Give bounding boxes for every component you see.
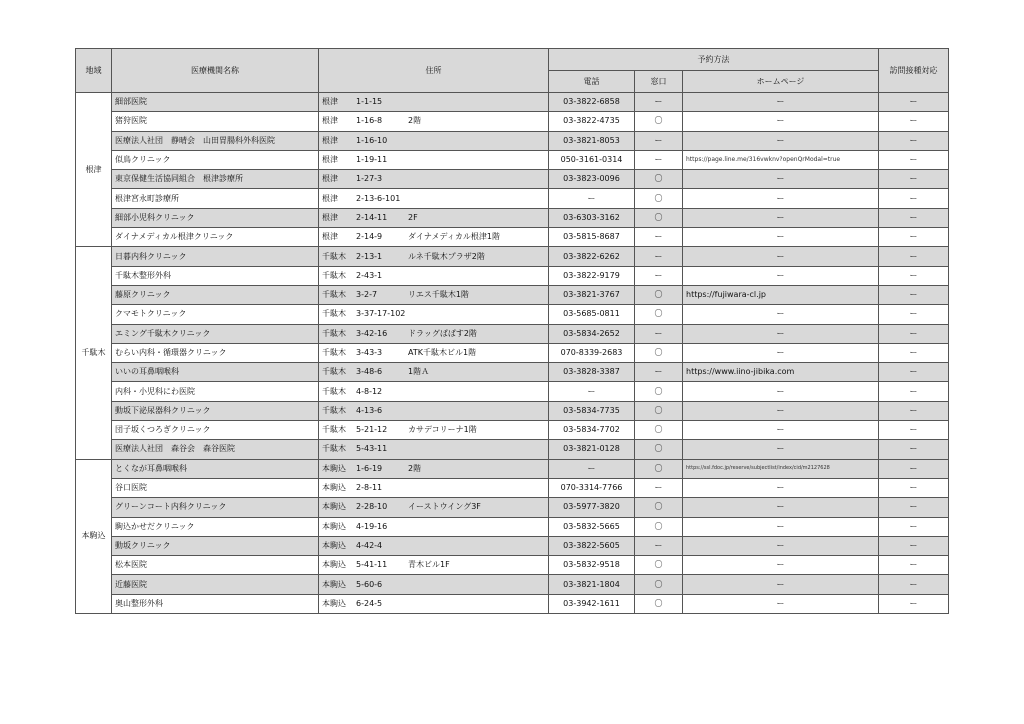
table-row [76,556,949,575]
address-block: 4-13-6 [356,405,383,415]
address-area: 根津 [322,174,338,184]
window-cell: 〇 [635,440,683,459]
address-block: 2-14-9 [356,232,383,242]
address-block: 1-16-10 [356,135,388,145]
address-cell [319,112,549,131]
address-cell [319,150,549,169]
window-cell: 〇 [635,517,683,536]
table-row [76,498,949,517]
header-home-visit: 訪問接種対応 [879,49,949,93]
window-cell: 〇 [635,421,683,440]
homepage-cell: ー [683,382,879,401]
header-phone: 電話 [549,71,635,93]
window-cell: 〇 [635,305,683,324]
table-row [76,208,949,227]
table-row [76,517,949,536]
header-address: 住所 [319,49,549,93]
home-visit-cell: ー [879,112,949,131]
phone-cell: 03-3822-6858 [549,93,635,112]
address-block: 3-48-6 [356,367,383,377]
address-area: 千駄木 [322,405,346,415]
homepage-cell: ー [683,305,879,324]
clinic-name-cell: 似鳥クリニック [112,150,319,169]
table-row [76,575,949,594]
address-area: 本駒込 [322,521,346,531]
address-bldg: 2F [408,212,418,222]
homepage-cell: ー [683,536,879,555]
address-cell [319,93,549,112]
address-area: 千駄木 [322,348,346,357]
address-bldg: 青木ビル1F [408,560,450,570]
window-cell: ー [635,324,683,343]
home-visit-cell: ー [879,285,949,304]
homepage-cell: ー [683,440,879,459]
address-block: 6-24-5 [356,598,383,608]
address-cell [319,228,549,247]
home-visit-cell: ー [879,594,949,613]
phone-cell: 03-3942-1611 [549,594,635,613]
phone-cell: ー [549,459,635,478]
homepage-cell: ー [683,517,879,536]
homepage-cell: ー [683,575,879,594]
phone-cell: 03-5685-0811 [549,305,635,324]
address-cell [319,343,549,362]
clinic-name-cell: 東京保健生活協同組合 根津診療所 [112,170,319,189]
address-area: 千駄木 [322,444,346,454]
phone-cell: 03-5977-3820 [549,498,635,517]
header-homepage: ホームページ [683,71,879,93]
address-block: 5-21-12 [356,425,388,435]
home-visit-cell: ー [879,189,949,208]
window-cell: 〇 [635,575,683,594]
address-block: 1-6-19 [356,463,383,473]
address-bldg: 1階Ａ [408,367,430,377]
clinic-name-cell: エミング千駄木クリニック [112,324,319,343]
clinic-name-cell: グリーンコート内科クリニック [112,498,319,517]
table-row [76,112,949,131]
homepage-cell: ー [683,228,879,247]
home-visit-cell: ー [879,401,949,420]
homepage-link[interactable]: https://page.line.me/316vwknv?openQrModal=true [683,150,879,169]
window-cell: 〇 [635,594,683,613]
address-block: 5-60-6 [356,579,383,589]
window-cell: ー [635,266,683,285]
homepage-link[interactable]: https://www.iino-jibika.com [683,363,879,382]
phone-cell: 050-3161-0314 [549,150,635,169]
address-area: 本駒込 [322,560,346,570]
table-row [76,189,949,208]
address-cell [319,575,549,594]
address-bldg: リエス千駄木1階 [408,290,469,300]
phone-cell: 03-5834-7735 [549,401,635,420]
address-cell [319,421,549,440]
phone-cell: 03-5832-5665 [549,517,635,536]
address-cell [319,478,549,497]
address-area: 千駄木 [322,328,346,338]
home-visit-cell: ー [879,247,949,266]
clinic-name-cell: 日暮内科クリニック [112,247,319,266]
table-row [76,594,949,613]
address-block: 2-13-6-101 [356,193,401,203]
address-area: 本駒込 [322,483,346,493]
window-cell: 〇 [635,170,683,189]
clinic-name-cell: 内科・小児科にわ医院 [112,382,319,401]
address-cell [319,401,549,420]
table-row [76,150,949,169]
homepage-link[interactable]: https://fujiwara-cl.jp [683,285,879,304]
address-area: 根津 [322,155,338,165]
address-cell [319,556,549,575]
clinic-table-body [76,93,949,614]
address-block: 3-2-7 [356,290,378,300]
homepage-cell: ー [683,170,879,189]
address-area: 本駒込 [322,463,346,473]
phone-cell: 03-3822-9179 [549,266,635,285]
address-area: 千駄木 [322,251,346,261]
header-region: 地域 [76,49,112,93]
address-block: 4-8-12 [356,386,383,396]
phone-cell: 03-6303-3162 [549,208,635,227]
window-cell: ー [635,363,683,382]
home-visit-cell: ー [879,150,949,169]
phone-cell: 03-5815-8687 [549,228,635,247]
address-bldg: ATK千駄木ビル1階 [408,348,477,357]
table-row [76,93,949,112]
address-area: 根津 [322,212,338,222]
address-block: 3-43-3 [356,348,383,357]
address-cell [319,170,549,189]
address-block: 3-37-17-102 [356,309,406,319]
window-cell: 〇 [635,498,683,517]
address-cell [319,536,549,555]
table-row [76,170,949,189]
address-cell [319,208,549,227]
home-visit-cell: ー [879,498,949,517]
home-visit-cell: ー [879,382,949,401]
home-visit-cell: ー [879,421,949,440]
address-block: 4-42-4 [356,540,383,550]
address-area: 千駄木 [322,386,346,396]
window-cell: 〇 [635,401,683,420]
address-area: 千駄木 [322,367,346,377]
clinic-name-cell: 猪狩医院 [112,112,319,131]
window-cell: 〇 [635,112,683,131]
clinic-name-cell: 駒込かせだクリニック [112,517,319,536]
table-row [76,285,949,304]
window-cell: ー [635,536,683,555]
table-row [76,401,949,420]
address-cell [319,131,549,150]
address-block: 2-28-10 [356,502,388,512]
home-visit-cell: ー [879,228,949,247]
table-row [76,343,949,362]
phone-cell: 03-3822-4735 [549,112,635,131]
address-area: 根津 [322,97,338,107]
table-row [76,421,949,440]
homepage-cell: ー [683,421,879,440]
home-visit-cell: ー [879,324,949,343]
table-row [76,305,949,324]
homepage-cell: ー [683,131,879,150]
window-cell: ー [635,93,683,112]
phone-cell: 03-3821-1804 [549,575,635,594]
address-block: 1-19-11 [356,155,388,165]
address-block: 5-41-11 [356,560,388,570]
address-cell [319,363,549,382]
table-row [76,459,949,478]
address-bldg: ドラッグぱぱす2階 [408,328,477,338]
address-bldg: 2階 [408,463,422,473]
phone-cell: ー [549,189,635,208]
home-visit-cell: ー [879,536,949,555]
home-visit-cell: ー [879,556,949,575]
header-name: 医療機関名称 [112,49,319,93]
address-area: 根津 [322,135,338,145]
home-visit-cell: ー [879,170,949,189]
clinic-name-cell: 団子坂くつろぎクリニック [112,421,319,440]
homepage-link[interactable]: https://ssl.fdoc.jp/reserve/subjectlist/index/cid/m2127628 [683,459,879,478]
clinic-name-cell: 近藤医院 [112,575,319,594]
phone-cell: 03-5834-7702 [549,421,635,440]
address-area: 本駒込 [322,502,346,512]
region-cell: 千駄木 [76,247,112,459]
address-block: 2-13-1 [356,251,383,261]
window-cell: 〇 [635,556,683,575]
address-cell [319,594,549,613]
address-bldg: 2階 [408,116,422,126]
address-area: 根津 [322,193,338,203]
address-block: 5-43-11 [356,444,388,454]
address-bldg: ルネ千駄木プラザ2階 [408,251,485,261]
home-visit-cell: ー [879,208,949,227]
clinic-name-cell: 根津宮永町診療所 [112,189,319,208]
address-bldg: ダイナメディカル根津1階 [408,232,500,242]
table-row [76,247,949,266]
clinic-name-cell: 医療法人社団 静晴会 山田胃腸科外科医院 [112,131,319,150]
homepage-cell: ー [683,498,879,517]
address-cell [319,382,549,401]
homepage-cell: ー [683,189,879,208]
phone-cell: 03-3821-8053 [549,131,635,150]
address-cell [319,285,549,304]
homepage-cell: ー [683,556,879,575]
table-row [76,228,949,247]
home-visit-cell: ー [879,517,949,536]
clinic-name-cell: 藤原クリニック [112,285,319,304]
address-cell [319,266,549,285]
phone-cell: ー [549,382,635,401]
window-cell: 〇 [635,382,683,401]
phone-cell: 03-3822-5605 [549,536,635,555]
phone-cell: 03-5832-9518 [549,556,635,575]
header-window: 窓口 [635,71,683,93]
homepage-cell: ー [683,343,879,362]
address-cell [319,459,549,478]
header-reservation: 予約方法 [549,49,879,71]
homepage-cell: ー [683,478,879,497]
address-area: 千駄木 [322,270,346,280]
address-area: 本駒込 [322,579,346,589]
home-visit-cell: ー [879,343,949,362]
region-cell: 本駒込 [76,459,112,613]
window-cell: 〇 [635,343,683,362]
address-cell [319,189,549,208]
window-cell: ー [635,478,683,497]
clinic-name-cell: むらい内科・循環器クリニック [112,343,319,362]
homepage-cell: ー [683,247,879,266]
address-area: 千駄木 [322,425,346,435]
address-block: 1-27-3 [356,174,383,184]
clinic-table [75,48,949,614]
table-row [76,324,949,343]
address-cell [319,324,549,343]
clinic-name-cell: 千駄木整形外科 [112,266,319,285]
homepage-cell: ー [683,324,879,343]
address-block: 2-14-11 [356,212,388,222]
table-row [76,266,949,285]
address-block: 2-43-1 [356,270,383,280]
window-cell: 〇 [635,208,683,227]
table-row [76,131,949,150]
clinic-name-cell: 動坂クリニック [112,536,319,555]
phone-cell: 03-3823-0096 [549,170,635,189]
home-visit-cell: ー [879,363,949,382]
home-visit-cell: ー [879,93,949,112]
homepage-cell: ー [683,401,879,420]
clinic-name-cell: 動坂下泌尿器科クリニック [112,401,319,420]
table-row [76,363,949,382]
phone-cell: 070-3314-7766 [549,478,635,497]
window-cell: 〇 [635,459,683,478]
clinic-name-cell: とくなが耳鼻咽喉科 [112,459,319,478]
window-cell: ー [635,247,683,266]
homepage-cell: ー [683,208,879,227]
homepage-cell: ー [683,112,879,131]
phone-cell: 03-3828-3387 [549,363,635,382]
home-visit-cell: ー [879,131,949,150]
address-block: 1-16-8 [356,116,383,126]
homepage-cell: ー [683,93,879,112]
window-cell: ー [635,131,683,150]
address-area: 千駄木 [322,290,346,300]
address-area: 本駒込 [322,540,346,550]
home-visit-cell: ー [879,478,949,497]
clinic-name-cell: ダイナメディカル根津クリニック [112,228,319,247]
table-row [76,382,949,401]
home-visit-cell: ー [879,266,949,285]
clinic-name-cell: 松本医院 [112,556,319,575]
window-cell: 〇 [635,285,683,304]
clinic-name-cell: 奥山整形外科 [112,594,319,613]
address-block: 3-42-16 [356,328,388,338]
phone-cell: 03-3821-0128 [549,440,635,459]
table-row [76,478,949,497]
window-cell: ー [635,150,683,169]
phone-cell: 03-3822-6262 [549,247,635,266]
window-cell: ー [635,228,683,247]
home-visit-cell: ー [879,440,949,459]
phone-cell: 03-5834-2652 [549,324,635,343]
address-cell [319,305,549,324]
address-area: 本駒込 [322,598,346,608]
address-bldg: カサデコリーナ1階 [408,425,477,435]
address-area: 千駄木 [322,309,346,319]
address-block: 1-1-15 [356,97,383,107]
address-block: 4-19-16 [356,521,388,531]
address-area: 根津 [322,116,338,126]
region-cell: 根津 [76,93,112,247]
homepage-cell: ー [683,266,879,285]
phone-cell: 03-3821-3767 [549,285,635,304]
address-cell [319,498,549,517]
address-cell [319,247,549,266]
home-visit-cell: ー [879,575,949,594]
address-cell [319,517,549,536]
clinic-name-cell: 医療法人社団 森谷会 森谷医院 [112,440,319,459]
clinic-name-cell: 谷口医院 [112,478,319,497]
table-row [76,440,949,459]
homepage-cell: ー [683,594,879,613]
window-cell: 〇 [635,189,683,208]
home-visit-cell: ー [879,305,949,324]
clinic-name-cell: 細部医院 [112,93,319,112]
clinic-name-cell: クマモトクリニック [112,305,319,324]
home-visit-cell: ー [879,459,949,478]
address-block: 2-8-11 [356,483,383,493]
address-bldg: イーストウイング3F [408,502,481,512]
clinic-name-cell: 細部小児科クリニック [112,208,319,227]
table-row [76,536,949,555]
address-area: 根津 [322,232,338,242]
clinic-name-cell: いいの耳鼻咽喉科 [112,363,319,382]
phone-cell: 070-8339-2683 [549,343,635,362]
address-cell [319,440,549,459]
